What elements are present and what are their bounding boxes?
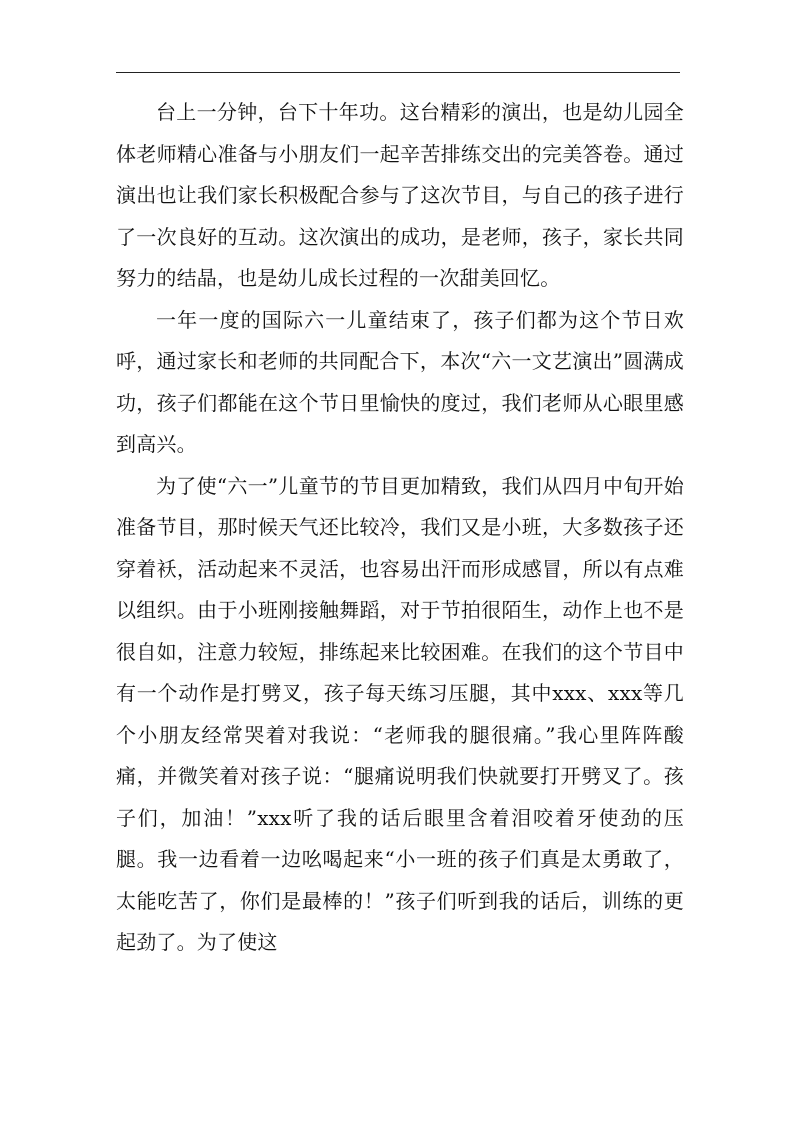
document-body [116, 92, 684, 964]
header-rule [116, 72, 680, 73]
paragraph-1: 台上一分钟，台下十年功。这台精彩的演出，也是幼儿园全体老师精心准备与小朋友们一起辛苦排练交出的完美答卷。通过演出也让我们家长积极配合参与了这次节目，与自己的孩子进行了一次良好的互动。这次演出的成功，是老师，孩子，家长共同努力的结晶，也是幼儿成长过程的一次甜美回忆。 [116, 100, 684, 290]
paragraph-3: 为了使“六一”儿童节的节目更加精致，我们从四月中旬开始准备节目，那时候天气还比较冷，我们又是小班，大多数孩子还穿着袄，活动起来不灵活，也容易出汗而形成感冒，所以有点难以组织。由于小班刚接触舞蹈，对于节拍很陌生，动作上也不是很自如，注意力较短，排练起来比较困难。在我们的这个节目中有一个动作是打劈叉，孩子每天练习压腿，其中xxx、xxx等几个小朋友经常哭着对我说：“老师我的腿很痛。”我心里阵阵酸痛，并微笑着对孩子说：“腿痛说明我们快就要打开劈叉了。孩子们，加油！”xxx听了我的话后眼里含着泪咬着牙使劲的压腿。我一边看着一边吆喝起来“小一班的孩子们真是太勇敢了，太能吃苦了，你们是最棒的！”孩子们听到我的话后，训练的更起劲了。为了使这 [116, 473, 684, 954]
paragraph-2: 一年一度的国际六一儿童结束了，孩子们都为这个节日欢呼，通过家长和老师的共同配合下，本次“六一文艺演出”圆满成功，孩子们都能在这个节日里愉快的度过，我们老师从心眼里感到高兴。 [116, 307, 684, 456]
